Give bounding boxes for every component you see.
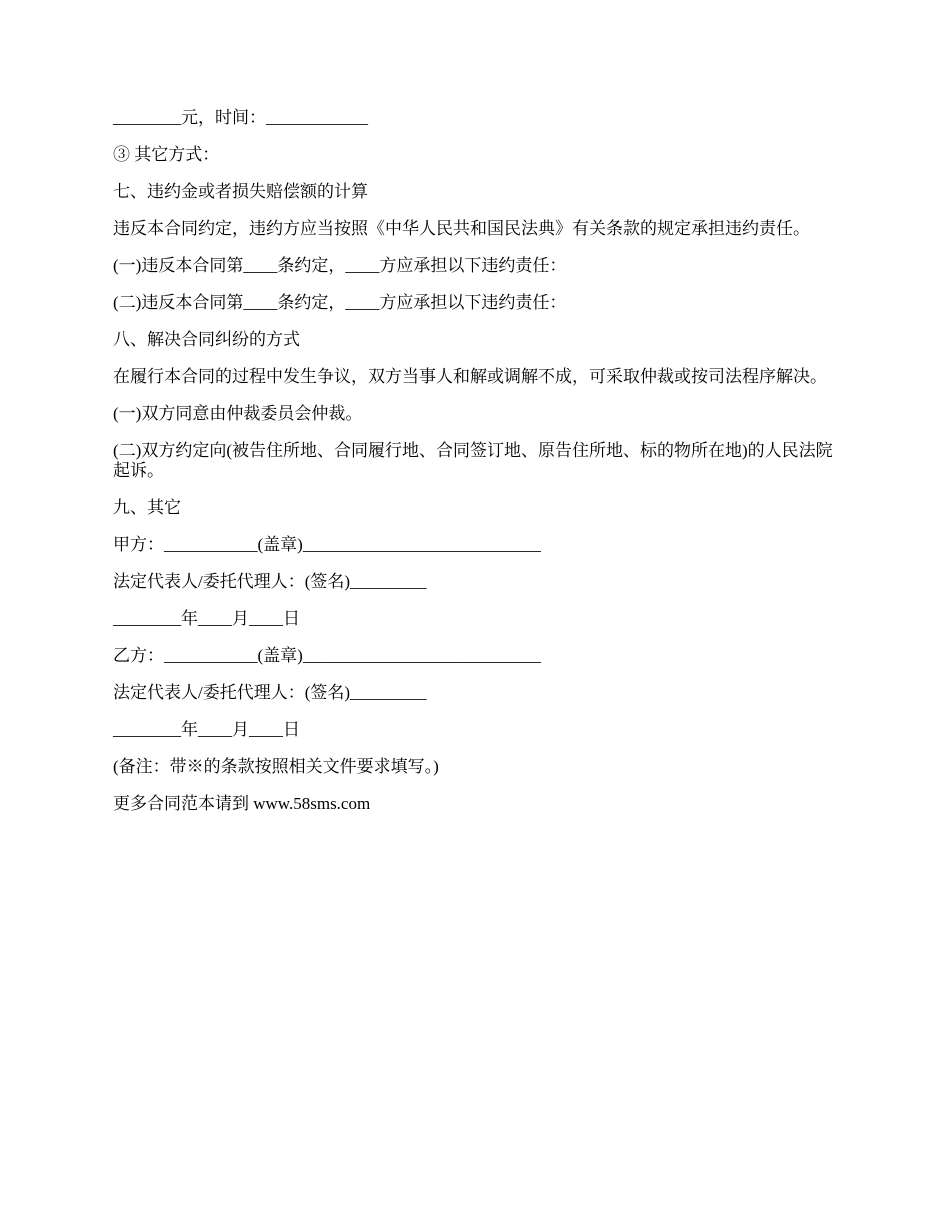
section-7-item-1: (一)违反本合同第____条约定，____方应承担以下违约责任： xyxy=(113,256,567,275)
section-7-body: 违反本合同约定，违约方应当按照《中华人民共和国民法典》有关条款的规定承担违约责任。 xyxy=(113,219,810,238)
party-a-date: ________年____月____日 xyxy=(113,609,300,628)
footer-website-note: 更多合同范本请到 www.58sms.com xyxy=(113,794,371,813)
document-page xyxy=(113,108,843,831)
section-9-heading: 九、其它 xyxy=(113,498,181,517)
party-b-date: ________年____月____日 xyxy=(113,720,300,739)
section-7-heading: 七、违约金或者损失赔偿额的计算 xyxy=(113,182,368,201)
party-a-representative: 法定代表人/委托代理人：(签名)_________ xyxy=(113,572,427,591)
remark-note: (备注：带※的条款按照相关文件要求填写。) xyxy=(113,757,439,776)
section-8-item-2: (二)双方约定向(被告住所地、合同履行地、合同签订地、原告住所地、标的物所在地)的人民法院起诉。 xyxy=(113,441,833,480)
other-payment-method: ③ 其它方式： xyxy=(113,145,220,164)
party-b-representative: 法定代表人/委托代理人：(签名)_________ xyxy=(113,683,427,702)
party-a-line: 甲方：___________(盖章)____________________________ xyxy=(113,535,541,554)
payment-amount-time-line: ________元，时间：____________ xyxy=(113,108,368,127)
party-b-line: 乙方：___________(盖章)____________________________ xyxy=(113,646,541,665)
section-8-item-1: (一)双方同意由仲裁委员会仲裁。 xyxy=(113,404,363,423)
section-8-heading: 八、解决合同纠纷的方式 xyxy=(113,330,300,349)
section-7-item-2: (二)违反本合同第____条约定，____方应承担以下违约责任： xyxy=(113,293,567,312)
section-8-body: 在履行本合同的过程中发生争议，双方当事人和解或调解不成，可采取仲裁或按司法程序解决。 xyxy=(113,367,827,386)
